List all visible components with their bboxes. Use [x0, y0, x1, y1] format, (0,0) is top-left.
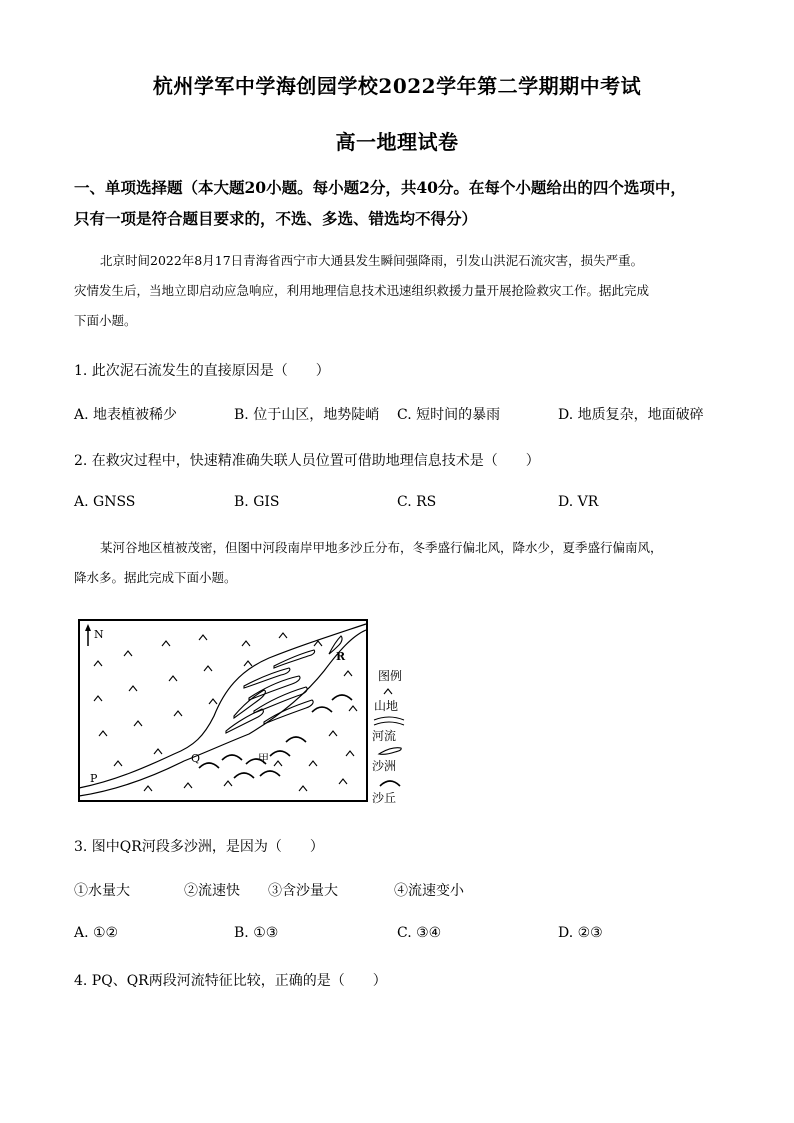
legend-title: 图例 — [378, 669, 403, 683]
legend-dune: 沙丘 — [372, 791, 397, 805]
question-2-stem: 2. 在救灾过程中，快速精准确失联人员位置可借助地理信息技术是（ ） — [74, 453, 540, 469]
map-legend — [372, 668, 404, 805]
passage-1-line2: 灾情发生后，当地立即启动应急响应，利用地理信息技术迅速组织救援力量开展抢险救灾工作。据此完成 — [74, 283, 650, 298]
north-arrow-icon — [85, 624, 91, 646]
question-3-statement-2: ②流速快 — [184, 883, 240, 899]
question-2-option-c[interactable]: C. RS — [397, 494, 437, 510]
question-1-stem: 1. 此次泥石流发生的直接原因是（ ） — [74, 363, 330, 379]
legend-mountain: 山地 — [374, 699, 399, 713]
river-valley-map — [74, 616, 414, 810]
question-3-option-b[interactable]: B. ①③ — [234, 925, 279, 941]
question-1-option-d[interactable]: D. 地质复杂，地面破碎 — [558, 407, 704, 423]
legend-sandbar: 沙洲 — [372, 759, 397, 773]
legend-river-symbol — [374, 717, 404, 725]
question-1-option-c[interactable]: C. 短时间的暴雨 — [397, 407, 501, 423]
passage-1-line3: 下面小题。 — [74, 313, 137, 328]
question-2-option-b[interactable]: B. GIS — [234, 494, 280, 510]
sandbars — [226, 636, 342, 733]
passage-1-line1: 北京时间2022年8月17日青海省西宁市大通县发生瞬间强降雨，引发山洪泥石流灾害，损失严重。 — [100, 253, 644, 268]
river — [79, 624, 366, 796]
question-2-option-d[interactable]: D. VR — [558, 494, 599, 510]
question-3-option-d[interactable]: D. ②③ — [558, 925, 603, 941]
question-1-option-b[interactable]: B. 位于山区，地势陡峭 — [234, 407, 380, 423]
question-3-statement-1: ①水量大 — [74, 883, 130, 899]
label-p: P — [90, 772, 98, 785]
section-heading-line2: 只有一项是符合题目要求的，不选、多选、错选均不得分） — [74, 209, 478, 228]
page-subtitle: 高一地理试卷 — [335, 130, 459, 154]
legend-river: 河流 — [372, 729, 397, 743]
label-q: Q — [191, 752, 201, 765]
sand-dunes — [199, 695, 352, 778]
north-label: N — [94, 628, 104, 641]
question-3-option-c[interactable]: C. ③④ — [397, 925, 442, 941]
passage-2 — [74, 533, 724, 593]
mountain-symbols — [94, 633, 357, 791]
question-3-statement-3: ③含沙量大 — [268, 883, 338, 899]
label-jia: 甲 — [258, 752, 269, 765]
question-4-stem: 4. PQ、QR两段河流特征比较，正确的是（ ） — [74, 973, 387, 989]
question-2-option-a[interactable]: A. GNSS — [74, 494, 136, 510]
passage-2-line1: 某河谷地区植被茂密，但图中河段南岸甲地多沙丘分布，冬季盛行偏北风，降水少，夏季盛行偏南风， — [100, 540, 663, 555]
question-3-statement-4: ④流速变小 — [394, 883, 464, 899]
passage-1 — [74, 246, 724, 336]
page-title: 杭州学军中学海创园学校2022学年第二学期期中考试 — [152, 74, 642, 98]
legend-sandbar-symbol — [379, 748, 401, 755]
label-r: R — [336, 650, 346, 663]
legend-dune-symbol — [380, 781, 400, 786]
question-1-option-a[interactable]: A. 地表植被稀少 — [74, 407, 178, 423]
question-3-stem: 3. 图中QR河段多沙洲，是因为（ ） — [74, 839, 324, 855]
passage-2-line2: 降水多。据此完成下面小题。 — [74, 570, 237, 585]
question-3-option-a[interactable]: A. ①② — [74, 925, 119, 941]
map-frame — [79, 620, 367, 801]
section-heading-line1: 一、单项选择题（本大题20小题。每小题2分，共40分。在每个小题给出的四个选项中， — [74, 178, 686, 197]
legend-mountain-symbol — [384, 689, 392, 694]
